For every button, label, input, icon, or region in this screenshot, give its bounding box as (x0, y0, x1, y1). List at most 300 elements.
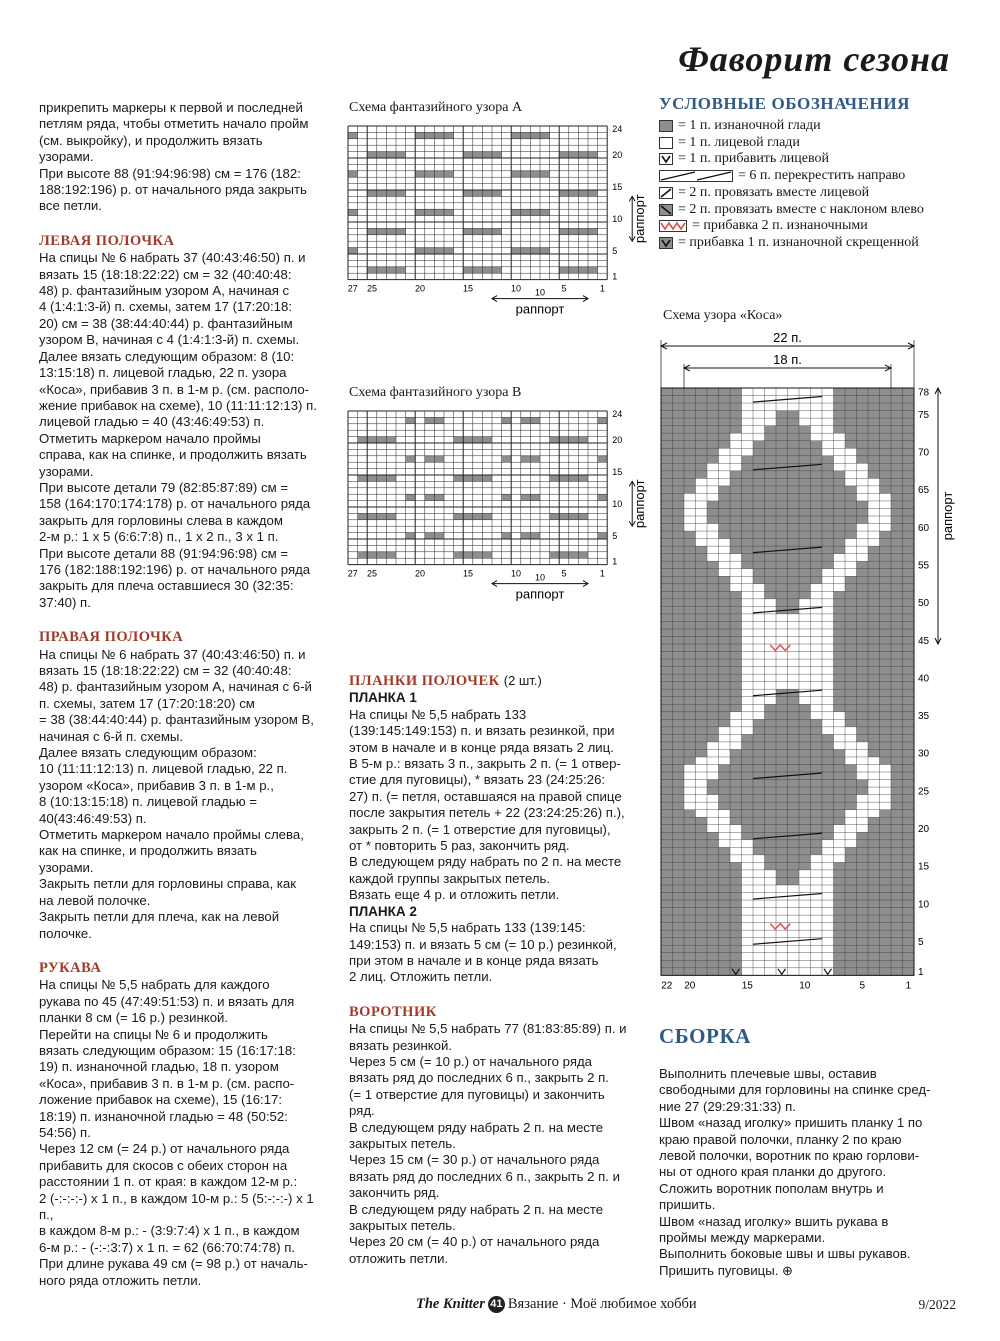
knit-stitch (367, 469, 377, 475)
purl-stitch (845, 433, 857, 441)
knit-stitch (434, 145, 444, 151)
knit-stitch (559, 171, 569, 177)
knit-stitch (559, 139, 569, 145)
knit-stitch (765, 900, 777, 908)
purl-stitch (857, 426, 869, 434)
purl-stitch (348, 209, 358, 215)
purl-stitch (880, 915, 892, 923)
purl-stitch (822, 742, 834, 750)
purl-stitch (730, 403, 742, 411)
purl-stitch (903, 636, 915, 644)
purl-stitch (799, 832, 811, 840)
purl-stitch (753, 516, 765, 524)
purl-stitch (776, 569, 788, 577)
knit-stitch (868, 531, 880, 539)
purl-stitch (673, 923, 685, 931)
knit-stitch (482, 417, 492, 423)
y-tick-label: 25 (918, 786, 930, 798)
purl-stitch (673, 840, 685, 848)
purl-stitch (903, 795, 915, 803)
knit-stitch (598, 507, 608, 513)
purl-stitch (673, 569, 685, 577)
knit-stitch (880, 780, 892, 788)
knit-stitch (511, 267, 521, 273)
text-line: узором В, начиная с 4 (1:4:1:3-й) п. схемы. (39, 332, 300, 348)
purl-stitch (811, 727, 823, 735)
purl-stitch (684, 606, 696, 614)
knit-stitch (559, 488, 569, 494)
purl-stitch (834, 682, 846, 690)
knit-stitch (444, 184, 454, 190)
text-line: 48) р. фантазийным узором А, начиная с 6-й (39, 679, 312, 695)
knit-stitch (578, 469, 588, 475)
knit-stitch (880, 516, 892, 524)
purl-stitch (811, 501, 823, 509)
purl-stitch (684, 396, 696, 404)
purl-stitch (857, 418, 869, 426)
purl-stitch (661, 832, 673, 840)
knit-stitch (530, 469, 540, 475)
knit-stitch (377, 177, 387, 183)
band1-text (349, 707, 641, 904)
purl-stitch (730, 817, 742, 825)
purl-stitch (707, 652, 719, 660)
purl-stitch (857, 719, 869, 727)
knit-stitch (415, 526, 425, 532)
repeat-count-label: 10 (534, 572, 546, 583)
purl-stitch (730, 478, 742, 486)
knit-stitch (444, 216, 454, 222)
purl-stitch (903, 908, 915, 916)
purl-stitch (834, 636, 846, 644)
knit-stitch (578, 254, 588, 260)
knit-stitch (406, 430, 416, 436)
y-tick-label: 35 (918, 711, 930, 723)
purl-stitch (661, 742, 673, 750)
purl-stitch (730, 749, 742, 757)
purl-stitch (765, 524, 777, 532)
knit-stitch (569, 520, 579, 526)
purl-stitch (673, 893, 685, 901)
purl-stitch (822, 561, 834, 569)
purl-stitch (811, 787, 823, 795)
knit-stitch (776, 659, 788, 667)
knit-stitch (578, 273, 588, 279)
knit-stitch (834, 832, 846, 840)
knit-stitch (868, 486, 880, 494)
knit-stitch (799, 923, 811, 931)
knit-stitch (696, 765, 708, 773)
knit-stitch (559, 254, 569, 260)
knit-stitch (598, 254, 608, 260)
purl-stitch (696, 847, 708, 855)
knit-stitch (559, 222, 569, 228)
knit-stitch (578, 235, 588, 241)
purl-stitch (845, 855, 857, 863)
purl-stitch (707, 877, 719, 885)
knit-stitch (358, 520, 368, 526)
text-line: При высоте детали 79 (82:85:87:89) см = (39, 479, 289, 495)
purl-stitch (569, 552, 579, 558)
purl-stitch (742, 825, 754, 833)
purl-stitch (822, 802, 834, 810)
knit-stitch (358, 260, 368, 266)
purl-stitch (834, 923, 846, 931)
purl-stitch (891, 554, 903, 562)
knit-stitch (386, 545, 396, 551)
knit-stitch (742, 636, 754, 644)
purl-stitch (707, 403, 719, 411)
knit-stitch (425, 184, 435, 190)
purl-stitch (696, 621, 708, 629)
knit-stitch (521, 437, 531, 443)
knit-stitch (396, 545, 406, 551)
knit-stitch (473, 488, 483, 494)
knit-stitch (788, 636, 800, 644)
knit-stitch (434, 158, 444, 164)
knit-stitch (569, 411, 579, 417)
knit-stitch (588, 424, 598, 430)
purl-stitch (588, 190, 598, 196)
purl-stitch (673, 795, 685, 803)
y-tick-label: 75 (918, 409, 930, 421)
knit-stitch (492, 526, 502, 532)
knit-stitch (348, 196, 358, 202)
knit-stitch (463, 273, 473, 279)
purl-stitch (730, 780, 742, 788)
knit-stitch (415, 513, 425, 519)
knit-stitch (598, 171, 608, 177)
knit-stitch (598, 273, 608, 279)
knit-stitch (588, 533, 598, 539)
purl-stitch (742, 478, 754, 486)
purl-stitch (684, 900, 696, 908)
knit-stitch (482, 177, 492, 183)
purl-stitch (799, 840, 811, 848)
purl-stitch (742, 554, 754, 562)
knit-stitch (811, 644, 823, 652)
knit-stitch (719, 810, 731, 818)
knit-stitch (444, 254, 454, 260)
purl-stitch (880, 486, 892, 494)
knit-stitch (406, 241, 416, 247)
purl-stitch (834, 862, 846, 870)
purl-stitch (834, 388, 846, 396)
knit-stitch (386, 196, 396, 202)
purl-stitch (358, 475, 368, 481)
purl-stitch (598, 417, 608, 423)
purl-stitch (845, 765, 857, 773)
knit-stitch (377, 139, 387, 145)
knit-stitch (799, 893, 811, 901)
purl-stitch (868, 840, 880, 848)
text-line: При высоте детали 88 (91:94:96:98) см = (39, 545, 289, 561)
knit-stitch (598, 209, 608, 215)
purl-stitch (903, 554, 915, 562)
knit-stitch (425, 558, 435, 564)
knit-stitch (742, 900, 754, 908)
knit-stitch (588, 139, 598, 145)
knit-stitch (358, 545, 368, 551)
purl-stitch (673, 576, 685, 584)
knit-stitch (822, 704, 834, 712)
knit-stitch (348, 481, 358, 487)
knit-stitch (521, 228, 531, 234)
text-line: Закрыть петли для горловины справа, как (39, 876, 296, 892)
purl-stitch (673, 471, 685, 479)
purl-stitch (696, 569, 708, 577)
knit-stitch (348, 430, 358, 436)
purl-stitch (578, 267, 588, 273)
sleeves-heading: РУКАВА (39, 959, 102, 976)
instructions-column-1 (39, 100, 331, 1289)
purl-stitch (719, 388, 731, 396)
purl-stitch (868, 704, 880, 712)
knit-stitch (578, 449, 588, 455)
purl-stitch (845, 493, 857, 501)
knit-stitch (367, 526, 377, 532)
legend-text: = 6 п. перекрестить направо (738, 168, 906, 184)
purl-stitch (730, 591, 742, 599)
purl-stitch (730, 795, 742, 803)
knit-stitch (358, 488, 368, 494)
purl-stitch (696, 938, 708, 946)
purl-stitch (707, 591, 719, 599)
purl-stitch (719, 704, 731, 712)
knit-stitch (425, 216, 435, 222)
knit-stitch (492, 437, 502, 443)
knit-stitch (348, 539, 358, 545)
knit-stitch (454, 126, 464, 132)
knit-stitch (386, 132, 396, 138)
purl-stitch (719, 960, 731, 968)
knit-stitch (569, 507, 579, 513)
purl-stitch (521, 456, 531, 462)
knit-stitch (550, 241, 560, 247)
purl-stitch (857, 667, 869, 675)
knit-stitch (348, 488, 358, 494)
purl-stitch (730, 614, 742, 622)
purl-stitch (730, 546, 742, 554)
purl-stitch (880, 621, 892, 629)
knit-stitch (396, 481, 406, 487)
purl-stitch (868, 953, 880, 961)
purl-stitch (530, 209, 540, 215)
purl-stitch (880, 840, 892, 848)
knit-stitch (765, 877, 777, 885)
knit-stitch (598, 241, 608, 247)
text-line: ложение прибавок на схеме), 15 (16:17: (39, 1092, 283, 1108)
knit-stitch (377, 469, 387, 475)
knit-stitch (578, 462, 588, 468)
purl-stitch (903, 576, 915, 584)
knit-stitch (396, 241, 406, 247)
purl-stitch (811, 531, 823, 539)
purl-stitch (684, 644, 696, 652)
purl-stitch (673, 945, 685, 953)
knit-stitch (753, 900, 765, 908)
knit-stitch (386, 126, 396, 132)
knit-stitch (473, 126, 483, 132)
purl-stitch (776, 508, 788, 516)
text-line: 18:19) п. изнаночной гладью = 48 (50:52: (39, 1108, 288, 1124)
knit-stitch (511, 158, 521, 164)
purl-stitch (719, 659, 731, 667)
knit-stitch (502, 190, 512, 196)
purl-stitch (719, 719, 731, 727)
purl-stitch (673, 877, 685, 885)
chart-b (340, 405, 648, 605)
knit-stitch (540, 222, 550, 228)
text-line: Отметить маркером начало проймы (39, 430, 261, 446)
knit-stitch (473, 260, 483, 266)
knit-stitch (358, 184, 368, 190)
purl-stitch (811, 734, 823, 742)
purl-stitch (684, 938, 696, 946)
purl-stitch (707, 697, 719, 705)
knit-stitch (367, 539, 377, 545)
purl-stitch (569, 228, 579, 234)
purl-stitch (673, 960, 685, 968)
purl-stitch (742, 456, 754, 464)
knit-stitch (454, 177, 464, 183)
knit-stitch (425, 222, 435, 228)
knit-stitch (742, 418, 754, 426)
knit-stitch (386, 481, 396, 487)
knit-stitch (588, 456, 598, 462)
purl-stitch (834, 493, 846, 501)
purl-stitch (661, 923, 673, 931)
purl-stitch (845, 388, 857, 396)
knit-stitch (502, 241, 512, 247)
purl-stitch (673, 599, 685, 607)
purl-stitch (845, 870, 857, 878)
purl-stitch (578, 552, 588, 558)
purl-stitch (822, 501, 834, 509)
purl-stitch (684, 968, 696, 976)
knit-stitch (415, 417, 425, 423)
purl-stitch (834, 772, 846, 780)
knit-stitch (822, 659, 834, 667)
knit-stitch (868, 478, 880, 486)
purl-stitch (903, 855, 915, 863)
knit-stitch (444, 241, 454, 247)
purl-stitch (891, 810, 903, 818)
knit-stitch (415, 267, 425, 273)
purl-stitch (845, 418, 857, 426)
purl-stitch (696, 644, 708, 652)
purl-stitch (719, 636, 731, 644)
purl-stitch (719, 508, 731, 516)
purl-stitch (492, 228, 502, 234)
knit-stitch (811, 403, 823, 411)
purl-stitch (868, 689, 880, 697)
knit-stitch (811, 388, 823, 396)
purl-stitch (367, 552, 377, 558)
purl-stitch (845, 576, 857, 584)
purl-stitch (891, 569, 903, 577)
text-line: в каждом 8-м р.: - (3:9:7:4) х 1 п., в каждом (39, 1223, 300, 1239)
knit-stitch (742, 855, 754, 863)
knit-stitch (868, 539, 880, 547)
knit-stitch (406, 228, 416, 234)
purl-stitch (891, 704, 903, 712)
knit-stitch (776, 960, 788, 968)
knit-stitch (540, 430, 550, 436)
knit-stitch (730, 840, 742, 848)
purl-stitch (707, 832, 719, 840)
purl-stitch-icon (659, 120, 673, 132)
knit-stitch (765, 870, 777, 878)
purl-stitch (822, 780, 834, 788)
knit-stitch (822, 584, 834, 592)
purl-stitch (696, 396, 708, 404)
purl-stitch (799, 734, 811, 742)
knit-stitch (386, 520, 396, 526)
legend-item (659, 151, 959, 168)
knit-stitch (482, 164, 492, 170)
purl-stitch (880, 471, 892, 479)
knit-increase-icon (659, 153, 673, 165)
purl-stitch (868, 870, 880, 878)
knit-stitch (730, 855, 742, 863)
purl-stitch (765, 749, 777, 757)
knit-stitch (434, 254, 444, 260)
knit-stitch (822, 923, 834, 931)
x-tick-label: 5 (561, 568, 567, 579)
purl-stitch (742, 772, 754, 780)
knit-stitch (578, 430, 588, 436)
purl-stitch (661, 561, 673, 569)
knit-stitch (550, 443, 560, 449)
purl-stitch (903, 742, 915, 750)
knit-stitch (811, 862, 823, 870)
purl-stitch (454, 552, 464, 558)
purl-stitch (880, 749, 892, 757)
knit-stitch (444, 424, 454, 430)
purl-stitch (880, 403, 892, 411)
purl-stitch (834, 960, 846, 968)
text-line: вязать ряд до последних 6 п., закрыть 2 п. (349, 1070, 609, 1086)
knit-stitch (822, 697, 834, 705)
knit-stitch (502, 254, 512, 260)
knit-stitch (569, 235, 579, 241)
knit-stitch (454, 260, 464, 266)
knit-stitch (386, 558, 396, 564)
knit-stitch (415, 126, 425, 132)
purl-stitch (707, 908, 719, 916)
purl-stitch (661, 825, 673, 833)
knit-stitch (502, 539, 512, 545)
purl-stitch (753, 817, 765, 825)
purl-stitch (891, 516, 903, 524)
purl-stitch (891, 508, 903, 516)
knit-stitch (463, 254, 473, 260)
purl-stitch (891, 825, 903, 833)
knit-stitch (386, 164, 396, 170)
x-tick-label: 27 (347, 568, 358, 579)
purl-stitch (834, 599, 846, 607)
knit-stitch (406, 164, 416, 170)
knit-stitch (396, 533, 406, 539)
text-line: петлям ряда, чтобы отметить начало пройм (39, 116, 309, 132)
knit-stitch (358, 235, 368, 241)
knit-stitch (444, 481, 454, 487)
knit-stitch (454, 417, 464, 423)
knit-stitch (822, 441, 834, 449)
purl-stitch (788, 591, 800, 599)
knit-stitch (492, 273, 502, 279)
